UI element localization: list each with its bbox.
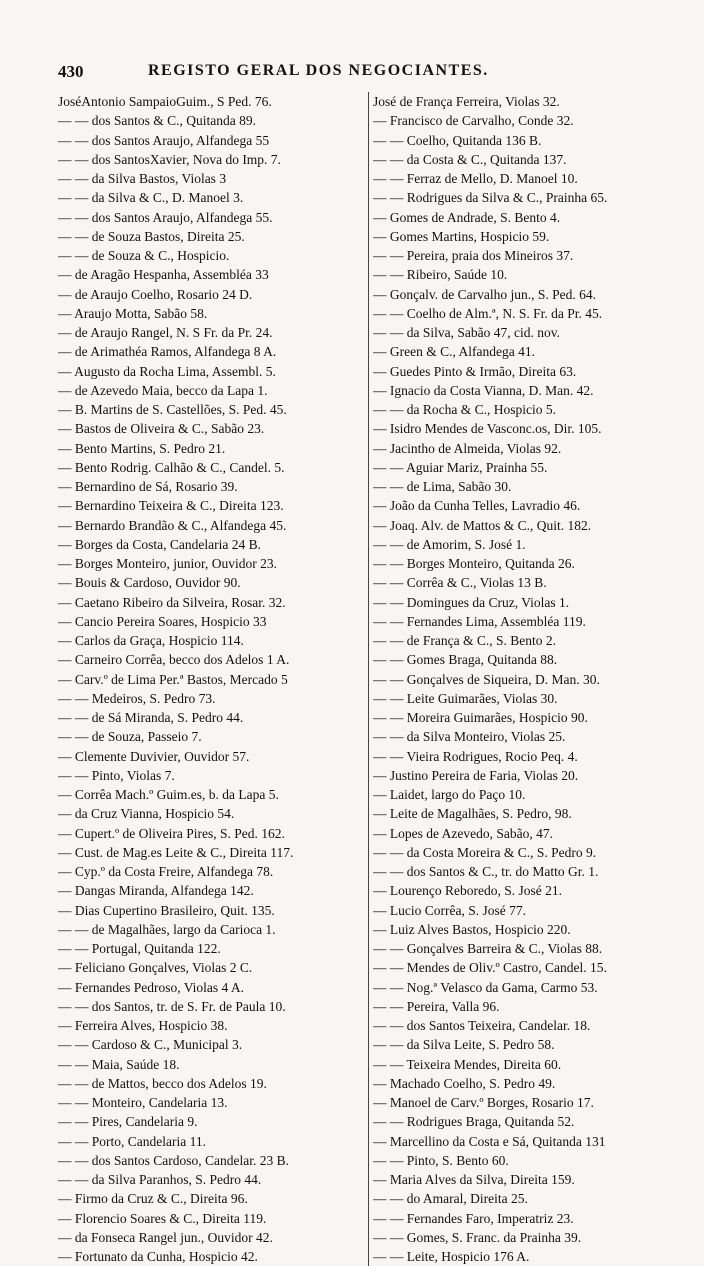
directory-entry: — Borges da Costa, Candelaria 24 B. [58,536,261,552]
directory-entry: — Caetano Ribeiro da Silveira, Rosar. 32. [58,594,286,610]
directory-entry: — — de Lima, Sabão 30. [373,479,512,494]
directory-entry: — — Pinto, Violas 7. [58,767,175,783]
directory-entry: — Guedes Pinto & Irmão, Direita 63. [373,363,577,379]
directory-entry: — da Fonseca Rangel jun., Ouvidor 42. [58,1229,273,1245]
directory-entry: — Cancio Pereira Soares, Hospicio 33 [58,613,267,629]
directory-entry: — de Azevedo Maia, becco da Lapa 1. [58,382,268,398]
directory-entry: — — dos Santos Araujo, Alfandega 55. [58,209,273,225]
directory-entry: — Justino Pereira de Faria, Violas 20. [373,767,579,783]
directory-entry: — — de Souza Bastos, Direita 25. [58,228,245,244]
directory-entry: — — dos SantosXavier, Nova do Imp. 7. [58,151,281,167]
directory-entry: — — de Sá Miranda, S. Pedro 44. [58,710,244,725]
directory-entry: — — Fernandes Lima, Assembléa 119. [373,613,586,629]
directory-entry: — — dos Santos & C., tr. do Matto Gr. 1. [373,864,599,879]
directory-entry: — — de França & C., S. Bento 2. [373,633,556,648]
directory-entry: — Joaq. Alv. de Mattos & C., Quit. 182. [373,517,592,533]
directory-entry: — — Gomes Braga, Quitanda 88. [373,652,558,668]
directory-entry: — Lucio Corrêa, S. José 77. [373,902,526,918]
directory-entry: — Firmo da Cruz & C., Direita 96. [58,1191,248,1207]
directory-entry: — Bento Martins, S. Pedro 21. [58,440,226,456]
directory-entry: — — Gonçalves de Siqueira, D. Man. 30. [373,671,600,687]
directory-entry: — — Gomes, S. Franc. da Prainha 39. [373,1229,582,1245]
directory-entry: — — Teixeira Mendes, Direita 60. [373,1056,562,1072]
directory-entry: — Ignacio da Costa Vianna, D. Man. 42. [373,382,594,398]
directory-entry: — — Leite, Hospicio 176 A. [373,1249,530,1264]
directory-entry: — Manoel de Carv.º Borges, Rosario 17. [373,1095,594,1110]
directory-entry: — Jacintho de Almeida, Violas 92. [373,440,562,456]
directory-entry: — — Moreira Guimarães, Hospicio 90. [373,710,588,725]
page-number: 430 [58,62,84,81]
directory-entry: — Dangas Miranda, Alfandega 142. [58,883,254,899]
directory-entry: — Gonçalv. de Carvalho jun., S. Ped. 64. [373,286,596,302]
directory-entry: — — dos Santos Teixeira, Candelar. 18. [373,1018,591,1033]
directory-entry: — João da Cunha Telles, Lavradio 46. [373,498,581,514]
directory-entry: — Bernardino Teixeira & C., Direita 123. [58,498,284,514]
directory-entry: — Cust. de Mag.es Leite & C., Direita 117. [58,844,294,860]
directory-entry: — Ferreira Alves, Hospicio 38. [58,1018,228,1033]
directory-entry: — Carneiro Corrêa, becco dos Adelos 1 A. [58,652,290,668]
directory-entry: — Bernardino de Sá, Rosario 39. [58,479,238,494]
directory-entry: — — Nog.ª Velasco da Gama, Carmo 53. [373,979,598,995]
directory-entry: — Carv.º de Lima Per.ª Bastos, Mercado 5 [58,671,288,687]
directory-entry: — Dias Cupertino Brasileiro, Quit. 135. [58,902,275,918]
directory-entry: — da Cruz Vianna, Hospicio 54. [58,806,235,822]
directory-entry: — Bouis & Cardoso, Ouvidor 90. [58,575,241,591]
directory-entry: — Laidet, largo do Paço 10. [373,787,526,802]
directory-entry: — de Araujo Rangel, N. S Fr. da Pr. 24. [58,325,273,340]
directory-entry: — Clemente Duvivier, Ouvidor 57. [58,748,250,764]
directory-entry: — — da Costa & C., Quitanda 137. [373,151,567,167]
directory-entry: — Green & C., Alfandega 41. [373,344,535,360]
directory-entry: — — da Silva Bastos, Violas 3 [58,171,227,186]
directory-entry: — Borges Monteiro, junior, Ouvidor 23. [58,556,277,571]
left-column [58,92,364,1266]
directory-entry: — — dos Santos, tr. de S. Fr. de Paula 10. [58,998,286,1014]
directory-entry: — — da Silva, Sabão 47, cid. nov. [373,325,560,340]
directory-entry: — — da Silva Paranhos, S. Pedro 44. [58,1172,262,1187]
directory-entry: — Augusto da Rocha Lima, Assembl. 5. [58,363,276,379]
directory-entry: — — Vieira Rodrigues, Rocio Peq. 4. [373,748,578,764]
directory-entry: — — Rodrigues Braga, Quitanda 52. [373,1114,575,1130]
directory-entry: JoséAntonio SampaioGuim., S Ped. 76. [58,94,272,109]
directory-entry: — — dos Santos Cardoso, Candelar. 23 B. [58,1152,289,1168]
directory-entry: — — Monteiro, Candelaria 13. [58,1095,228,1110]
directory-entry: — Bastos de Oliveira & C., Sabão 23. [58,421,265,437]
directory-entry: — — Ferraz de Mello, D. Manoel 10. [373,171,578,186]
directory-entry: — Bernardo Brandão & C., Alfandega 45. [58,517,287,533]
directory-entry: — Machado Coelho, S. Pedro 49. [373,1075,556,1091]
running-title: REGISTO GERAL DOS NEGOCIANTES. [148,62,489,79]
directory-entry: — — Corrêa & C., Violas 13 B. [373,575,547,591]
right-column [368,92,699,1266]
page-header [58,62,658,84]
directory-entry: — — Pires, Candelaria 9. [58,1114,198,1130]
directory-entry: — — Fernandes Faro, Imperatriz 23. [373,1210,574,1226]
directory-entry: — Araujo Motta, Sabão 58. [58,305,208,321]
directory-entry: — Cyp.º da Costa Freire, Alfandega 78. [58,864,274,879]
directory-entry: — — Pinto, S. Bento 60. [373,1152,509,1168]
directory-entry: — — Aguiar Mariz, Prainha 55. [373,459,548,475]
directory-entry: José de França Ferreira, Violas 32. [373,94,560,109]
directory-entry: — de Araujo Coelho, Rosario 24 D. [58,286,253,302]
directory-entry: — — Mendes de Oliv.º Castro, Candel. 15. [373,960,607,976]
directory-entry: — — Domingues da Cruz, Violas 1. [373,594,570,610]
directory-entry: — Carlos da Graça, Hospicio 114. [58,633,244,648]
directory-entry: — Feliciano Gonçalves, Violas 2 C. [58,960,253,976]
directory-entry: — Lopes de Azevedo, Sabão, 47. [373,825,553,841]
directory-entry: — — Borges Monteiro, Quitanda 26. [373,556,575,571]
directory-entry: — Corrêa Mach.º Guim.es, b. da Lapa 5. [58,787,279,802]
directory-entry: — — Porto, Candelaria 11. [58,1133,206,1149]
directory-entry: — Luiz Alves Bastos, Hospicio 220. [373,921,571,937]
directory-entry: — de Aragão Hespanha, Assembléa 33 [58,267,269,283]
directory-entry: — Fortunato da Cunha, Hospicio 42. [58,1249,258,1264]
directory-entry: — — Leite Guimarães, Violas 30. [373,690,558,706]
directory-entry: — Isidro Mendes de Vasconc.os, Dir. 105. [373,421,602,437]
directory-entry: — Gomes de Andrade, S. Bento 4. [373,209,561,225]
directory-entry: — B. Martins de S. Castellões, S. Ped. 45. [58,402,287,417]
directory-entry: — Leite de Magalhães, S. Pedro, 98. [373,806,572,822]
directory-entry: — — Maia, Saúde 18. [58,1056,180,1072]
directory-entry: — Francisco de Carvalho, Conde 32. [373,113,574,129]
directory-entry: — — de Souza & C., Hospicio. [58,248,230,263]
directory-entry: — — Rodrigues da Silva & C., Prainha 65. [373,190,608,206]
directory-entry: — — de Mattos, becco dos Adelos 19. [58,1075,267,1091]
directory-entry: — — da Silva Leite, S. Pedro 58. [373,1037,555,1053]
directory-entry: — de Arimathéa Ramos, Alfandega 8 A. [58,344,277,360]
directory-entry: — — Pereira, praia dos Mineiros 37. [373,248,574,263]
directory-entry: — — dos Santos Araujo, Alfandega 55 [58,132,270,148]
directory-entry: — — do Amaral, Direita 25. [373,1191,528,1207]
directory-entry: — — de Amorim, S. José 1. [373,536,526,552]
directory-entry: — Fernandes Pedroso, Violas 4 A. [58,979,245,995]
directory-entry: — Marcellino da Costa e Sá, Quitanda 131 [373,1133,606,1149]
directory-entry: — Maria Alves da Silva, Direita 159. [373,1172,575,1187]
directory-entry: — — Portugal, Quitanda 122. [58,941,221,956]
directory-entry: — Bento Rodrig. Calhão & C., Candel. 5. [58,459,285,475]
directory-entry: — — Medeiros, S. Pedro 73. [58,690,216,706]
directory-entry: — — Pereira, Valla 96. [373,998,500,1014]
directory-entry: — Lourenço Reboredo, S. José 21. [373,883,562,899]
directory-entry: — Florencio Soares & C., Direita 119. [58,1210,267,1226]
directory-entry: — Gomes Martins, Hospicio 59. [373,228,550,244]
directory-entry: — — Gonçalves Barreira & C., Violas 88. [373,941,603,956]
directory-entry: — Cupert.º de Oliveira Pires, S. Ped. 162. [58,825,285,841]
directory-entry: — — da Costa Moreira & C., S. Pedro 9. [373,844,597,860]
directory-entry: — — da Rocha & C., Hospicio 5. [373,402,556,417]
directory-entry: — — Coelho, Quitanda 136 B. [373,132,542,148]
directory-entry: — — da Silva Monteiro, Violas 25. [373,729,566,745]
directory-entry: — — de Souza, Passeio 7. [58,729,202,745]
directory-entry: — — de Magalhães, largo da Carioca 1. [58,921,276,937]
directory-entry: — — da Silva & C., D. Manoel 3. [58,190,244,206]
directory-entry: — — Ribeiro, Saúde 10. [373,267,508,283]
directory-entry: — — Cardoso & C., Municipal 3. [58,1037,243,1053]
directory-entry: — — dos Santos & C., Quitanda 89. [58,113,256,129]
directory-entry: — — Coelho de Alm.ª, N. S. Fr. da Pr. 45. [373,305,603,321]
